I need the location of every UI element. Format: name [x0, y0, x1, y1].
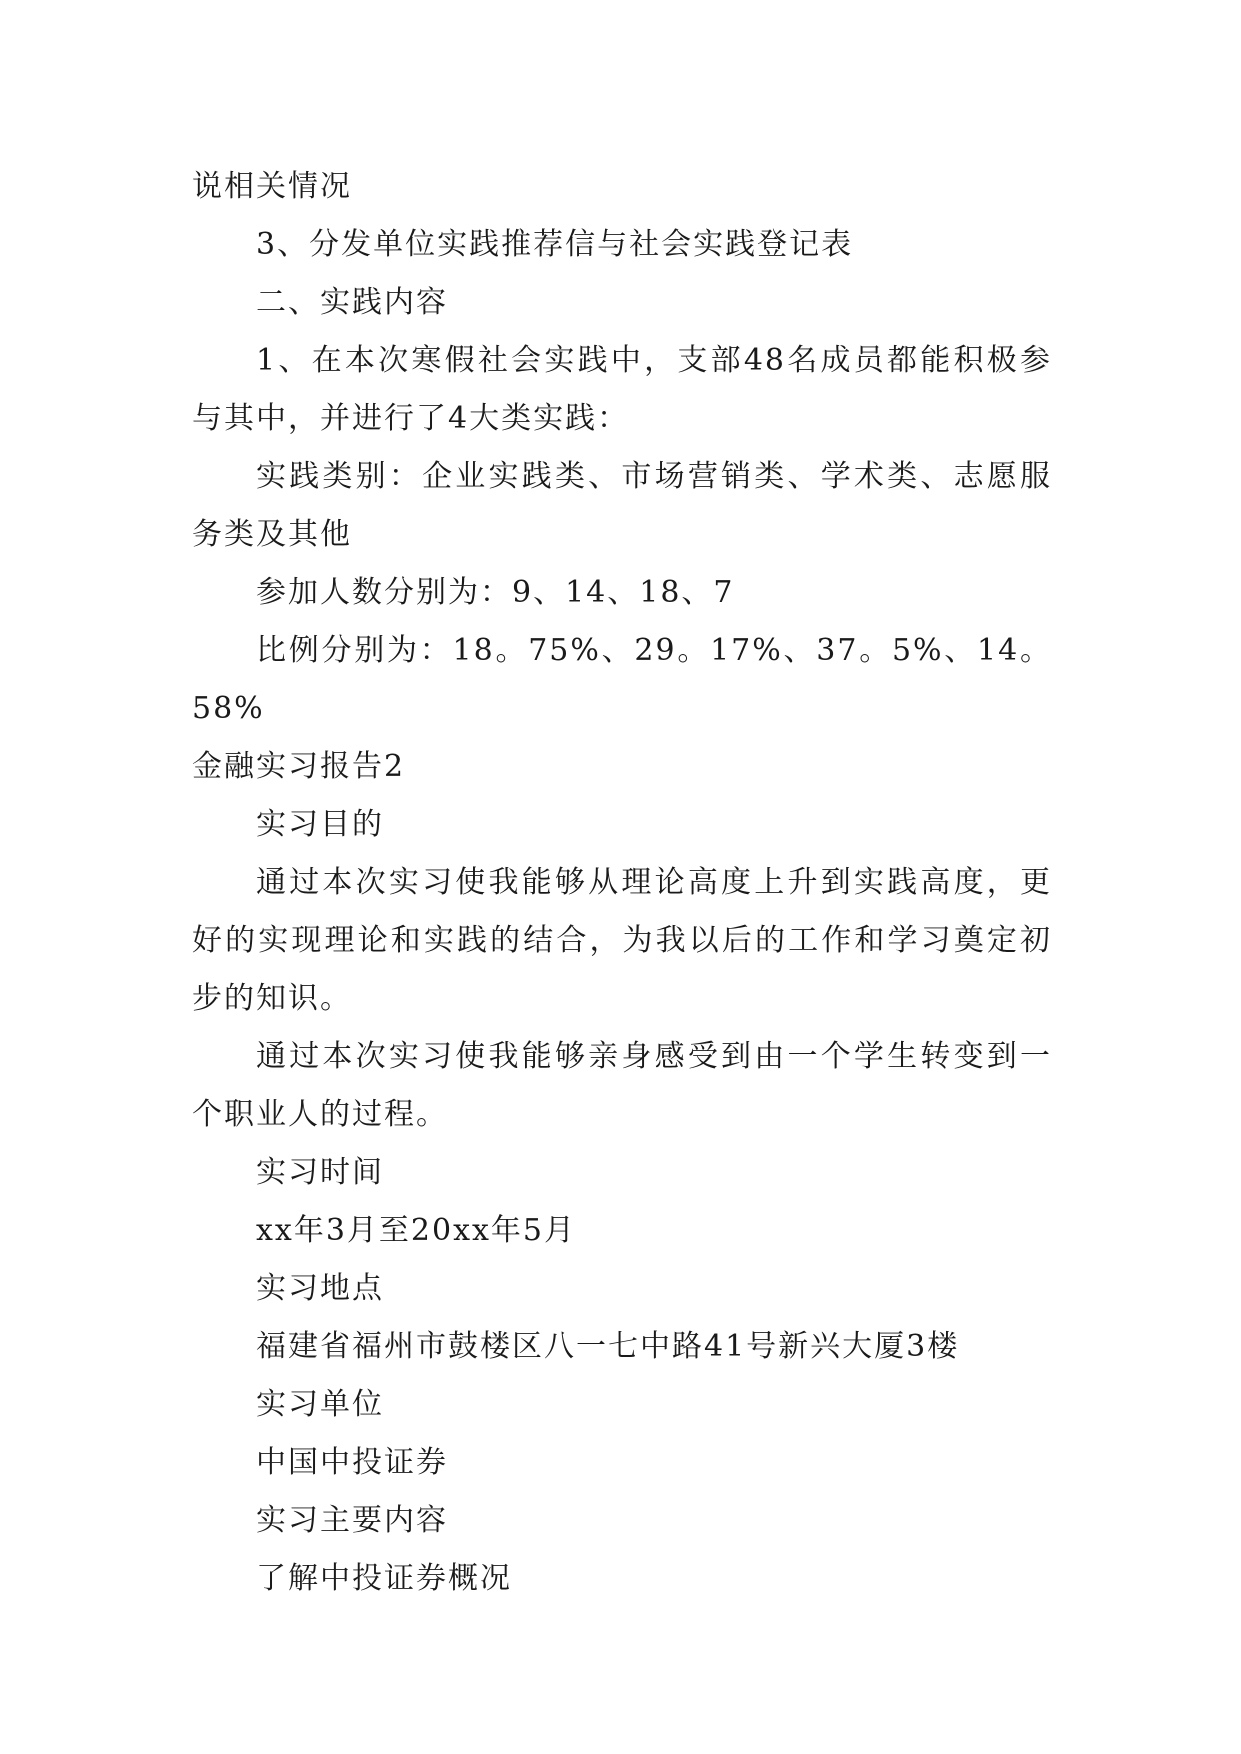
section-heading: 实习时间: [256, 1155, 384, 1190]
section-heading: 实习单位: [256, 1387, 384, 1422]
document-body: [192, 158, 1052, 1608]
paragraph: 3、分发单位实践推荐信与社会实践登记表: [256, 227, 854, 262]
report-title: 金融实习报告2: [192, 749, 406, 784]
paragraph: 福建省福州市鼓楼区八一七中路41号新兴大厦3楼: [256, 1329, 960, 1364]
section-heading: 二、实践内容: [256, 285, 448, 320]
paragraph: 参加人数分别为：9、14、18、7: [256, 575, 735, 610]
paragraph: 了解中投证券概况: [256, 1561, 512, 1596]
paragraph: 通过本次实习使我能够从理论高度上升到实践高度，更好的实现理论和实践的结合，为我以后的工作和学习奠定初步的知识。: [192, 865, 1052, 1016]
paragraph: 说相关情况: [192, 169, 352, 204]
paragraph: 通过本次实习使我能够亲身感受到由一个学生转变到一个职业人的过程。: [192, 1039, 1052, 1132]
paragraph: 1、在本次寒假社会实践中，支部48名成员都能积极参与其中，并进行了4大类实践：: [192, 343, 1052, 436]
section-heading: 实习目的: [256, 807, 384, 842]
paragraph: 实践类别：企业实践类、市场营销类、学术类、志愿服务类及其他: [192, 459, 1052, 552]
section-heading: 实习主要内容: [256, 1503, 448, 1538]
paragraph: xx年3月至20xx年5月: [256, 1213, 577, 1248]
section-heading: 实习地点: [256, 1271, 384, 1306]
paragraph: 比例分别为：18。75%、29。17%、37。5%、14。58%: [192, 633, 1052, 726]
paragraph: 中国中投证券: [256, 1445, 448, 1480]
